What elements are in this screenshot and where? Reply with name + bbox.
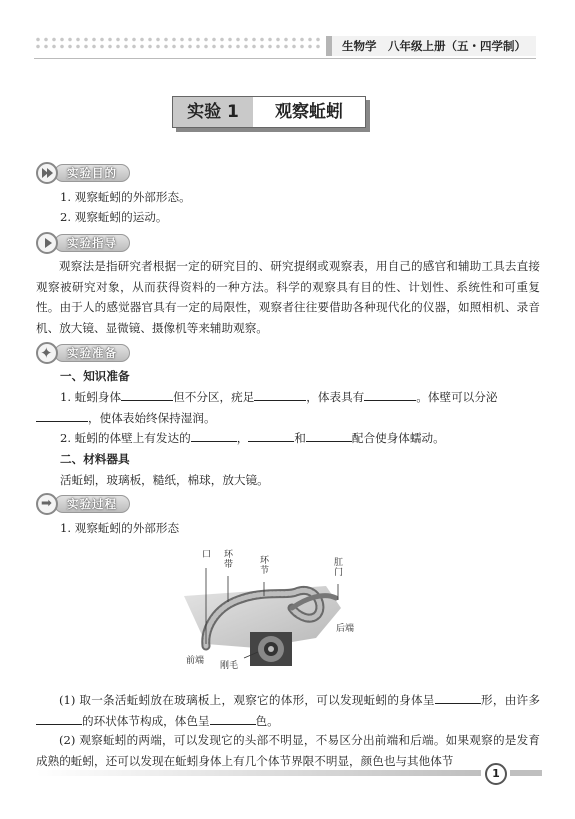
guide-paragraph: 观察法是指研究者根据一定的研究目的、研究提纲或观察表，用自己的感官和辅助工具去直接观察被研究对象，从而获得资料的一种方法。科学的观察具有目的性、计划性、系统性和可重复性。由于人的感觉器官具有一定的局限性，观察者往往要借助各种现代化的仪器，如照相机、录音机、放大镜、显微镜、摄像机等来辅助观察。 xyxy=(36,259,540,335)
p1-blank-2[interactable] xyxy=(36,713,82,725)
label-setae: 刚毛 xyxy=(220,661,239,671)
section-purpose-header xyxy=(36,163,130,183)
section-purpose-label: 实验目的 xyxy=(54,164,130,182)
section-prep-header xyxy=(36,343,130,363)
q1-blank-3[interactable] xyxy=(364,389,416,401)
purpose-item-2: 2. 观察蚯蚓的运动。 xyxy=(60,210,168,224)
footer-band-left xyxy=(36,770,481,776)
p1-blank-3[interactable] xyxy=(210,713,256,725)
section-prep-label: 实验准备 xyxy=(54,344,130,362)
materials-list: 活蚯蚓，玻璃板，糙纸，棉球，放大镜。 xyxy=(60,473,269,487)
q1-blank-2[interactable] xyxy=(254,389,306,401)
section-guide-header xyxy=(36,233,130,253)
process-paragraph-2: (2) 观察蚯蚓的两端，可以发现它的头部不明显，不易区分出前端和后端。如果观察的是发育成熟的蚯蚓，还可以发现在蚯蚓身体上有几个体节界限不明显，颜色也与其他体节 xyxy=(36,733,540,768)
play-triangle-icon xyxy=(36,232,58,254)
experiment-title-box xyxy=(172,96,366,128)
q2-text-b: ， xyxy=(236,431,249,445)
experiment-number: 实验 1 xyxy=(173,97,253,127)
q1-blank-1[interactable] xyxy=(121,389,173,401)
section-guide-label: 实验指导 xyxy=(54,234,130,252)
q1-text-b: 但不分区，疣足 xyxy=(173,390,255,404)
knowledge-prep-title: 一、知识准备 xyxy=(60,369,130,383)
page-number: 1 xyxy=(485,763,507,785)
double-arrow-icon xyxy=(36,162,58,184)
question-1-line-1 xyxy=(60,389,497,405)
q2-blank-2[interactable] xyxy=(248,430,294,442)
p1-text-c: 的环状体节构成，体色呈 xyxy=(82,713,210,728)
label-rear: 后端 xyxy=(336,624,355,634)
q1-text-c: ，体表具有 xyxy=(306,390,365,404)
earthworm-illustration xyxy=(176,548,392,670)
experiment-title: 观察蚯蚓 xyxy=(275,102,343,122)
label-anus: 肛门 xyxy=(334,558,344,578)
label-clitellum: 环带 xyxy=(224,550,234,570)
question-1-line-2 xyxy=(36,410,216,426)
label-segment: 环节 xyxy=(260,556,270,576)
section-process-label: 实验过程 xyxy=(54,495,130,513)
q2-text-a: 2. 蚯蚓的体壁上有发达的 xyxy=(60,431,191,445)
header-dots-decoration xyxy=(34,36,324,50)
q2-text-c: 和 xyxy=(294,431,306,445)
arrow-right-icon: ➡ xyxy=(36,493,58,515)
p1-text-a: (1) 取一条活蚯蚓放在玻璃板上，观察它的体形，可以发现蚯蚓的身体呈 xyxy=(59,693,435,707)
p1-text-b: 形，由许多 xyxy=(480,693,540,707)
earthworm-figure xyxy=(176,548,392,670)
process-paragraph-1 xyxy=(36,690,540,731)
label-front: 前端 xyxy=(186,656,205,666)
q1-text-a: 1. 蚯蚓身体 xyxy=(60,390,122,404)
q1-text-d: 。体壁可以分泌 xyxy=(416,390,498,404)
question-2 xyxy=(60,430,445,446)
footer-band-right xyxy=(510,770,542,776)
label-mouth: 口 xyxy=(202,550,212,560)
p1-text-d: 色。 xyxy=(255,713,279,728)
q2-blank-3[interactable] xyxy=(306,430,352,442)
purpose-item-1: 1. 观察蚯蚓的外部形态。 xyxy=(60,190,191,204)
q1-blank-4[interactable] xyxy=(36,410,88,422)
q2-blank-1[interactable] xyxy=(191,430,237,442)
q1-text-e: ，使体表始终保持湿润。 xyxy=(88,411,216,425)
q2-text-d: 配合使身体蠕动。 xyxy=(351,431,445,445)
section-process-header xyxy=(36,494,130,514)
p1-blank-1[interactable] xyxy=(435,692,481,704)
header-divider xyxy=(34,58,536,59)
materials-title: 二、材料器具 xyxy=(60,452,130,466)
process-item-1: 1. 观察蚯蚓的外部形态 xyxy=(60,521,180,535)
star-icon: ✦ xyxy=(36,342,58,364)
header-book-title: 生物学 八年级上册（五・四学制） xyxy=(326,36,536,56)
